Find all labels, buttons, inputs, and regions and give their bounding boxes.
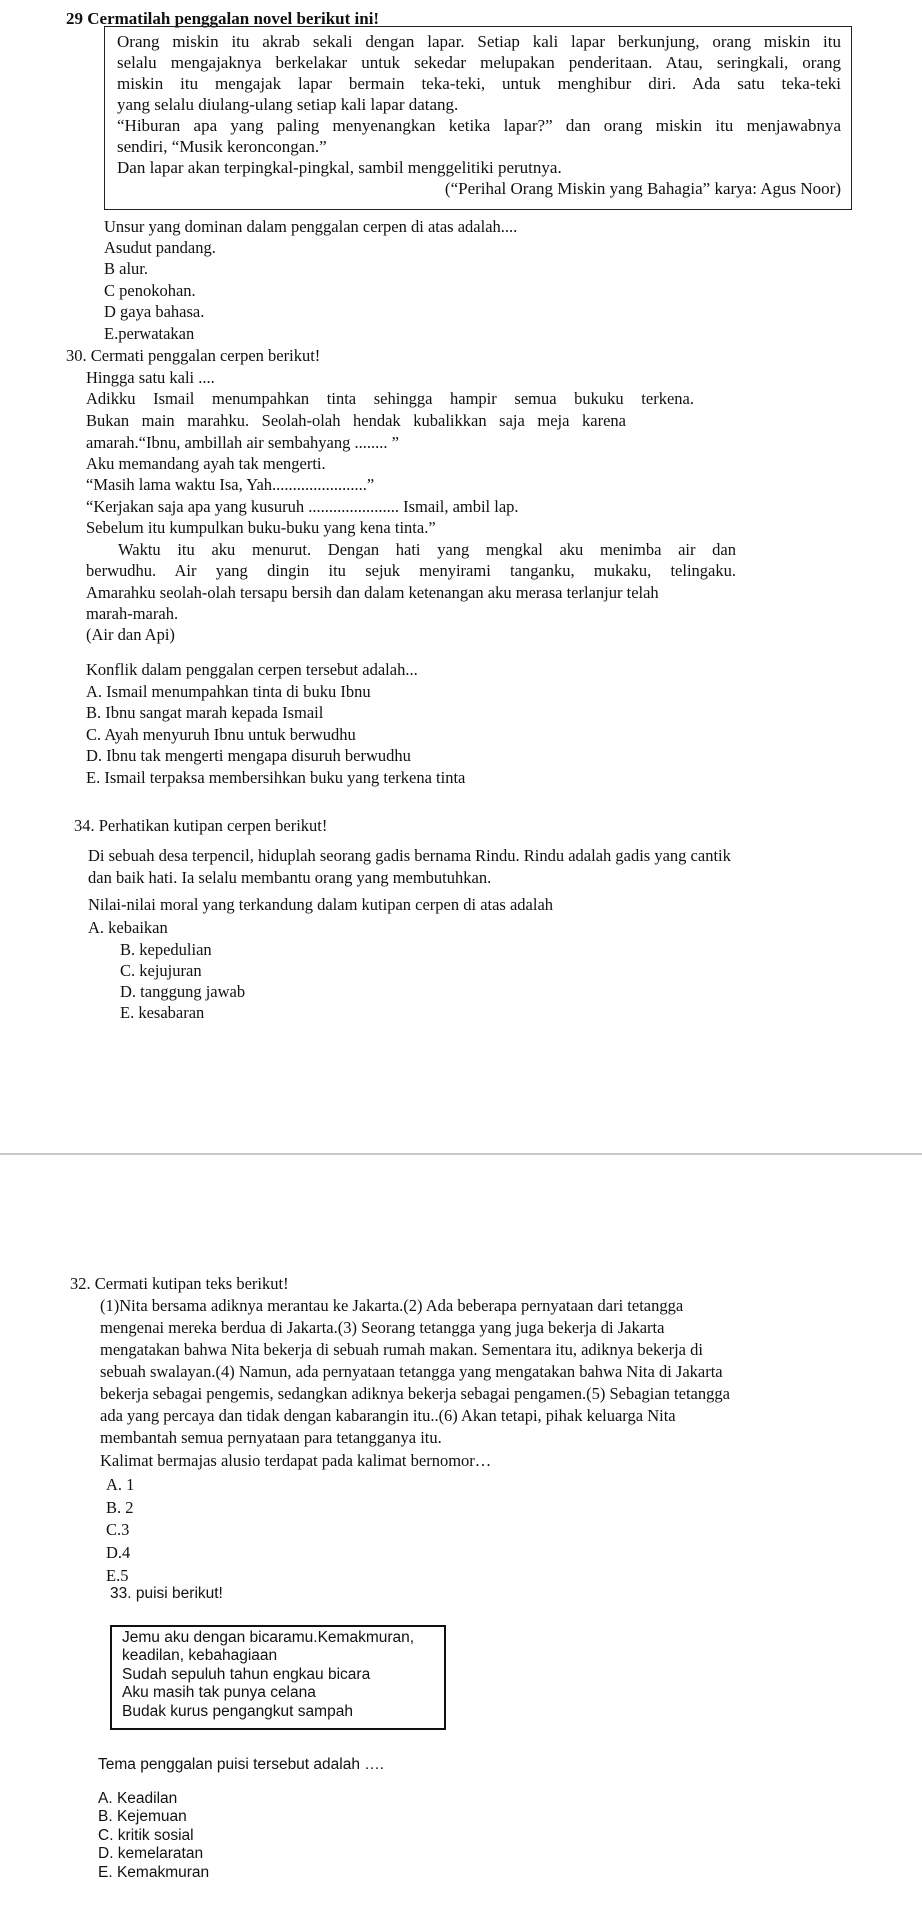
question-29-passage-box bbox=[104, 26, 852, 210]
option-d[interactable]: D. Ibnu tak mengerti mengapa disuruh berwudhu bbox=[86, 746, 411, 765]
poem-line: Sudah sepuluh tahun engkau bicara bbox=[122, 1666, 371, 1683]
question-29-heading: 29 Cermatilah penggalan novel berikut ini! bbox=[66, 9, 380, 28]
passage-line: Dan lapar akan terpingkal-pingkal, sambil menggelitiki perutnya. bbox=[117, 158, 562, 177]
option-a[interactable]: A. 1 bbox=[106, 1475, 135, 1494]
option-b[interactable]: B alur. bbox=[104, 259, 148, 278]
option-e[interactable]: E. kesabaran bbox=[120, 1003, 205, 1022]
poem-line: Jemu aku dengan bicaramu.Kemakmuran, bbox=[122, 1629, 415, 1646]
question-33-heading: 33. puisi berikut! bbox=[110, 1585, 223, 1602]
question-32-heading: 32. Cermati kutipan teks berikut! bbox=[70, 1274, 289, 1293]
question-32-text: Kalimat bermajas alusio terdapat pada kalimat bernomor… bbox=[100, 1451, 492, 1470]
question-30-text: Konflik dalam penggalan cerpen tersebut adalah... bbox=[86, 660, 418, 679]
passage-line: berwudhu. Air yang dingin itu sejuk menyirami tanganku, mukaku, telingaku. bbox=[86, 561, 736, 580]
passage-line: ada yang percaya dan tidak dengan kabarangin itu..(6) Akan tetapi, pihak keluarga Nita bbox=[100, 1406, 676, 1425]
passage-line: sendiri, “Musik keroncongan.” bbox=[117, 137, 327, 156]
passage-line: Bukan main marahku. Seolah-olah hendak kubalikkan saja meja karena bbox=[86, 411, 626, 430]
passage-source: (Air dan Api) bbox=[86, 625, 175, 644]
passage-line: mengenai mereka berdua di Jakarta.(3) Seorang tetangga yang juga bekerja di Jakarta bbox=[100, 1318, 665, 1337]
passage-line: Adikku Ismail menumpahkan tinta sehingga hampir semua bukuku terkena. bbox=[86, 389, 694, 408]
page-divider bbox=[0, 1153, 922, 1155]
poem-line: Budak kurus pengangkut sampah bbox=[122, 1703, 353, 1720]
passage-line: Waktu itu aku menurut. Dengan hati yang mengkal aku menimba air dan bbox=[118, 540, 736, 559]
option-c[interactable]: C penokohan. bbox=[104, 281, 196, 300]
passage-line: dan baik hati. Ia selalu membantu orang yang membutuhkan. bbox=[88, 868, 492, 887]
passage-line: membantah semua pernyataan para tetangganya itu. bbox=[100, 1428, 442, 1447]
passage-line: amarah.“Ibnu, ambillah air sembahyang ........ ” bbox=[86, 433, 399, 452]
option-e[interactable]: E.5 bbox=[106, 1566, 129, 1585]
option-d[interactable]: D gaya bahasa. bbox=[104, 302, 205, 321]
passage-line: “Hiburan apa yang paling menyenangkan ketika lapar?” dan orang miskin itu menjawabnya bbox=[117, 116, 841, 135]
passage-line: bekerja sebagai pengemis, sedangkan adiknya bekerja sebagai pengamen.(5) Sebagian tetangga bbox=[100, 1384, 730, 1403]
passage-line: marah-marah. bbox=[86, 604, 179, 623]
passage-line: mengatakan bahwa Nita bekerja di sebuah rumah makan. Sementara itu, adiknya bekerja di bbox=[100, 1340, 703, 1359]
passage-source: (“Perihal Orang Miskin yang Bahagia” karya: Agus Noor) bbox=[444, 179, 841, 198]
passage-line: Orang miskin itu akrab sekali dengan lapar. Setiap kali lapar berkunjung, orang miskin itu bbox=[117, 32, 841, 51]
question-29-text: Unsur yang dominan dalam penggalan cerpen di atas adalah.... bbox=[104, 217, 518, 236]
option-c[interactable]: C. kritik sosial bbox=[98, 1827, 194, 1844]
passage-line: sebuah swalayan.(4) Namun, ada pernyataan tetangga yang mengatakan bahwa Nita di Jakarta bbox=[100, 1362, 723, 1381]
option-b[interactable]: B. 2 bbox=[106, 1498, 134, 1517]
option-e[interactable]: E. Ismail terpaksa membersihkan buku yang terkena tinta bbox=[86, 768, 466, 787]
option-e[interactable]: E.perwatakan bbox=[104, 324, 195, 343]
passage-line: selalu mengajaknya berkelakar untuk sekedar melupakan penderitaan. Atau, seringkali, orang bbox=[117, 53, 841, 72]
poem-line: Aku masih tak punya celana bbox=[122, 1684, 316, 1701]
passage-line: Amarahku seolah-olah tersapu bersih dan dalam ketenangan aku merasa terlanjur telah bbox=[86, 583, 659, 602]
option-b[interactable]: B. Kejemuan bbox=[98, 1808, 187, 1825]
option-e[interactable]: E. Kemakmuran bbox=[98, 1864, 210, 1881]
question-30-heading: 30. Cermati penggalan cerpen berikut! bbox=[66, 346, 321, 365]
poem-box bbox=[110, 1625, 446, 1730]
option-b[interactable]: B. kepedulian bbox=[120, 940, 212, 959]
passage-line: yang selalu diulang-ulang setiap kali lapar datang. bbox=[117, 95, 459, 114]
poem-line: keadilan, kebahagiaan bbox=[122, 1647, 278, 1664]
option-c[interactable]: C. Ayah menyuruh Ibnu untuk berwudhu bbox=[86, 725, 356, 744]
question-34-heading: 34. Perhatikan kutipan cerpen berikut! bbox=[74, 816, 328, 835]
passage-line: Sebelum itu kumpulkan buku-buku yang kena tinta.” bbox=[86, 518, 436, 537]
passage-line: Aku memandang ayah tak mengerti. bbox=[86, 454, 326, 473]
passage-line: “Masih lama waktu Isa, Yah.......................” bbox=[86, 475, 375, 494]
option-a[interactable]: Asudut pandang. bbox=[104, 238, 216, 257]
option-a[interactable]: A. Keadilan bbox=[98, 1790, 178, 1807]
option-d[interactable]: D.4 bbox=[106, 1543, 131, 1562]
option-c[interactable]: C. kejujuran bbox=[120, 961, 202, 980]
passage-line: miskin itu mengajak lapar bermain teka-teki, untuk menghibur diri. Ada satu teka-teki bbox=[117, 74, 841, 93]
passage-line: “Kerjakan saja apa yang kusuruh ...................... Ismail, ambil lap. bbox=[86, 497, 519, 516]
passage-line: Di sebuah desa terpencil, hiduplah seorang gadis bernama Rindu. Rindu adalah gadis yang cantik bbox=[88, 846, 731, 865]
question-33-text: Tema penggalan puisi tersebut adalah …. bbox=[98, 1756, 385, 1773]
option-a[interactable]: A. Ismail menumpahkan tinta di buku Ibnu bbox=[86, 682, 371, 701]
passage-line: Hingga satu kali .... bbox=[86, 368, 215, 387]
question-34-text: Nilai-nilai moral yang terkandung dalam kutipan cerpen di atas adalah bbox=[88, 895, 554, 914]
option-d[interactable]: D. tanggung jawab bbox=[120, 982, 246, 1001]
passage-line: (1)Nita bersama adiknya merantau ke Jakarta.(2) Ada beberapa pernyataan dari tetangga bbox=[100, 1296, 684, 1315]
option-d[interactable]: D. kemelaratan bbox=[98, 1845, 204, 1862]
option-a[interactable]: A. kebaikan bbox=[88, 918, 168, 937]
option-c[interactable]: C.3 bbox=[106, 1520, 130, 1539]
option-b[interactable]: B. Ibnu sangat marah kepada Ismail bbox=[86, 703, 324, 722]
